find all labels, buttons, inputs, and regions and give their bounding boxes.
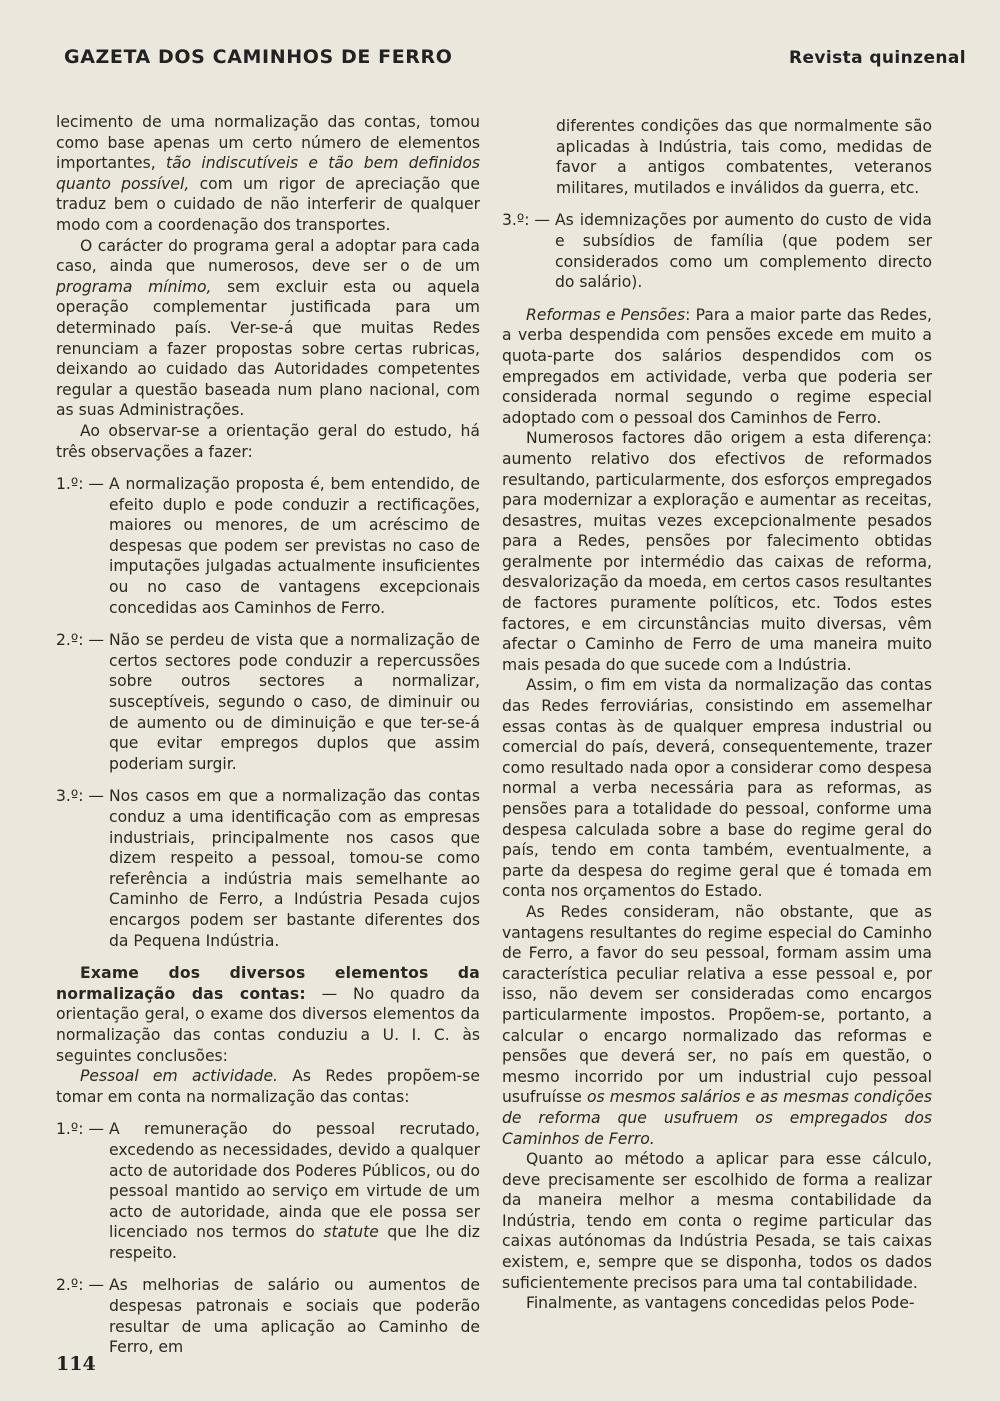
left-column — [56, 112, 480, 1358]
paragraph: Quanto ao método a aplicar para esse cálculo, deve precisamente ser escolhido de forma a realizar da maneira melhor a mesma contabilidade da Indústria, tendo em conta o regime particular das caixas autónomas da Indústria Pesada, se tais caixas existem, e, sempre que se disponha, todos os dados suficientemente precisos para uma tal contabilidade. — [502, 1150, 932, 1292]
continued-item: diferentes condições das que normalmente são aplicadas à Indústria, tais como, medidas de favor a antigos combatentes, veteranos militares, mutilados e inválidos da guerra, etc. — [556, 117, 932, 197]
section-heading: Exame dos diversos elementos da normalização das contas: — [56, 964, 480, 1003]
journal-title: GAZETA DOS CAMINHOS DE FERRO — [64, 46, 453, 68]
numbered-item: 2.º: — As melhorias de salário ou aumentos de despesas patronais e sociais que poderão resultar de uma aplicação ao Caminho de Ferro, em — [56, 1276, 480, 1357]
section-paragraph: Exame dos diversos elementos da normalização das contas: — No quadro da orientação geral, o exame dos diversos elementos da normalização das contas conduziu a U. I. C. às seguintes conclusões: — [56, 964, 480, 1065]
right-column — [502, 116, 932, 1314]
paragraph: Numerosos factores dão origem a esta diferença: aumento relativo dos efectivos de reformados resultando, particularmente, dos esforços empregados para modernizar a exploração e aumentar as receitas, desastres, muitas vezes excepcionalmente pesados para a Redes, pensões por falecimento obtidas geralmente por intermédio das caixas de reforma, desvalorização da moeda, em certos casos resultantes de factores puramente políticos, etc. Todos estes factores, e em circunstâncias muito diversas, vêm afectar o Caminho de Ferro de uma maneira muito mais pesada do que sucede com a Indústria. — [502, 429, 932, 674]
paragraph: Reformas e Pensões: Para a maior parte das Redes, a verba despendida com pensões excede em muito a quota-parte dos salários despendidos com os empregados em actividade, verba que poderia ser considerada normal segundo o regime especial adoptado com o pessoal dos Caminhos de Ferro. — [502, 305, 933, 427]
numbered-item: 1.º: — A remuneração do pessoal recrutado, excedendo as necessidades, devido a qualquer acto de autoridade dos Poderes Públicos, ou do pessoal mantido ao serviço em virtude de um acto de autoridade, ainda que ele possa ser licenciado nos termos do statute que lhe diz respeito. — [56, 1120, 480, 1262]
numbered-item: 3.º: — As idemnizações por aumento do custo de vida e subsídios de família (que podem ser considerados como um complemento directo do salário). — [502, 211, 932, 292]
paragraph: lecimento de uma normalização das contas, tomou como base apenas um certo número de elementos importantes, tão indiscutíveis e tão bem definidos quanto possível, com um rigor de apreciação que traduz bem o cuidado de não interferir de qualquer modo com a coordenação dos transportes. — [56, 113, 480, 234]
paragraph: O carácter do programa geral a adoptar para cada caso, ainda que numerosos, deve ser o de um programa mínimo, sem excluir esta ou aquela operação complementar justificada para um determinado país. Ver-se-á que muitas Redes renunciam a fazer propostas sobre certas rubricas, deixando ao cuidado das Autoridades competentes regular a questão baseada num plano nacional, com as suas Administrações. — [56, 236, 480, 420]
paragraph: Assim, o fim em vista da normalização das contas das Redes ferroviárias, consistindo em assemelhar essas contas às de qualquer empresa industrial ou comercial do país, deverá, consequentemente, trazer como resultado nada opor a considerar como despesa normal a verba necessária para as reformas, as pensões para a totalidade do pessoal, conforme uma despesa calculada sobre a base do regime geral do país, tendo em conta também, eventualmente, a parte da despesa do regime geral que é tomada em conta nos orçamentos do Estado. — [502, 676, 932, 901]
paragraph: As Redes consideram, não obstante, que as vantagens resultantes do regime especial do Caminho de Ferro, a favor do seu pessoal, formam assim uma característica peculiar relativa a esse pessoal e, por isso, não devem ser consideradas como encargos particularmente impostos. Propõem-se, portanto, a calcular o encargo normalizado das reformas e pensões que deverá ser, no país em questão, o mesmo incorrido por um industrial cujo pessoal usufruísse os mesmos salários e as mesmas condições de reforma que usufruem os empregados dos Caminhos de Ferro. — [502, 902, 932, 1148]
paragraph: Finalmente, as vantagens concedidas pelos Pode- — [526, 1294, 915, 1313]
numbered-item: 2.º: — Não se perdeu de vista que a normalização de certos sectores pode conduzir a repercussões sobre outros sectores a normalizar, susceptíveis, segundo o caso, de diminuir ou de aumento ou de diminuição e que ter-se-á que evitar empregos duplos que assim poderiam surgir. — [56, 631, 480, 773]
paragraph: Pessoal em actividade. As Redes propõem-se tomar em conta na normalização das contas: — [56, 1067, 480, 1106]
page-number: 114 — [56, 1353, 96, 1375]
paragraph: Ao observar-se a orientação geral do estudo, há três observações a fazer: — [56, 421, 480, 461]
journal-subtitle: Revista quinzenal — [789, 48, 966, 68]
numbered-item: 1.º: — A normalização proposta é, bem entendido, de efeito duplo e pode conduzir a rectificações, maiores ou menores, de um acréscimo de despesas que podem ser previstas no caso de imputações julgadas actualmente insuficientes ou no caso de vantagens excepcionais concedidas aos Caminhos de Ferro. — [56, 475, 480, 617]
page-header — [64, 46, 966, 76]
numbered-item: 3.º: — Nos casos em que a normalização das contas conduz a uma identificação com as empresas industriais, principalmente nos casos que dizem respeito a pessoal, tomou-se como referência a indústria mais semelhante ao Caminho de Ferro, a Indústria Pesada cujos encargos podem ser bastante diferentes dos da Pequena Indústria. — [56, 787, 480, 950]
